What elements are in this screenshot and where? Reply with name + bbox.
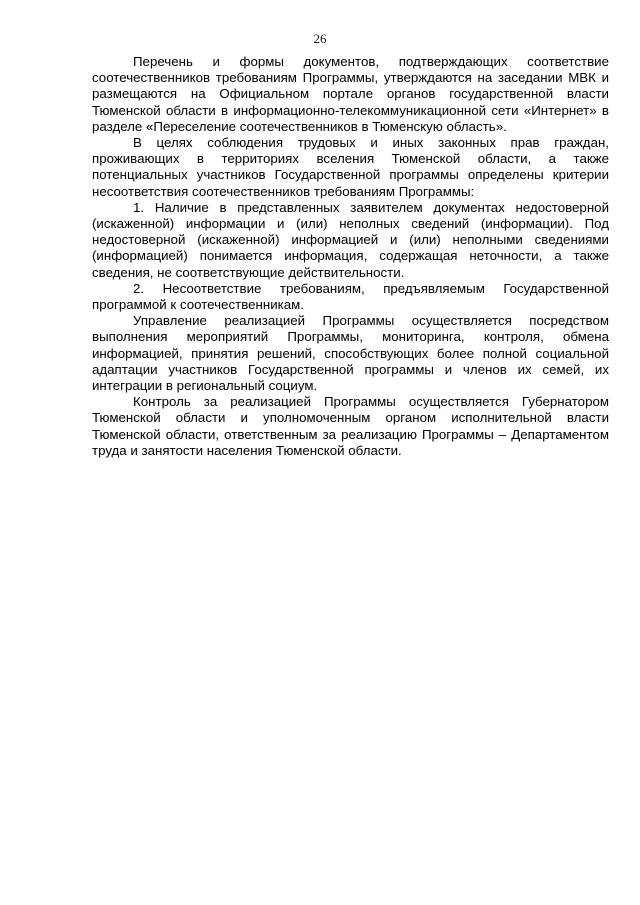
document-body	[92, 54, 609, 459]
paragraph-program-management: Управление реализацией Программы осуществляется посредством выполнения мероприятий Программы, мониторинга, контроля, обмена информацией, принятия решений, способствующих более полной социальной адаптации участников Государственной программы и членов их семей, их интеграции в региональный социум.	[92, 313, 609, 394]
paragraph-documents-list: Перечень и формы документов, подтверждающих соответствие соотечественников требованиям Программы, утверждаются на заседании МВК и размещаются на Официальном портале органов государственной власти Тюменской области в информационно-телекоммуникационной сети «Интернет» в разделе «Переселение соотечественников в Тюменскую область».	[92, 54, 609, 134]
paragraph-criterion-1: 1. Наличие в представленных заявителем документах недостоверной (искаженной) информации и (или) неполных сведений (информации). Под недостоверной (искаженной) информацией и (или) неполными сведениями (информацией) понимается информация, содержащая неточности, а также сведения, не соответствующие действительности.	[92, 199, 609, 280]
paragraph-program-control: Контроль за реализацией Программы осуществляется Губернатором Тюменской области и уполномоченным органом исполнительной власти Тюменской области, ответственным за реализацию Программы – Департаментом труда и занятости населения Тюменской области.	[92, 394, 609, 458]
page-number: 26	[313, 31, 327, 46]
paragraph-criteria-intro: В целях соблюдения трудовых и иных законных прав граждан, проживающих в территориях вселения Тюменской области, а также потенциальных участников Государственной программы определены критерии несоответствия соотечественников требованиям Программы:	[92, 135, 609, 199]
paragraph-criterion-2: 2. Несоответствие требованиям, предъявляемым Государственной программой к соотечественникам.	[92, 280, 609, 313]
